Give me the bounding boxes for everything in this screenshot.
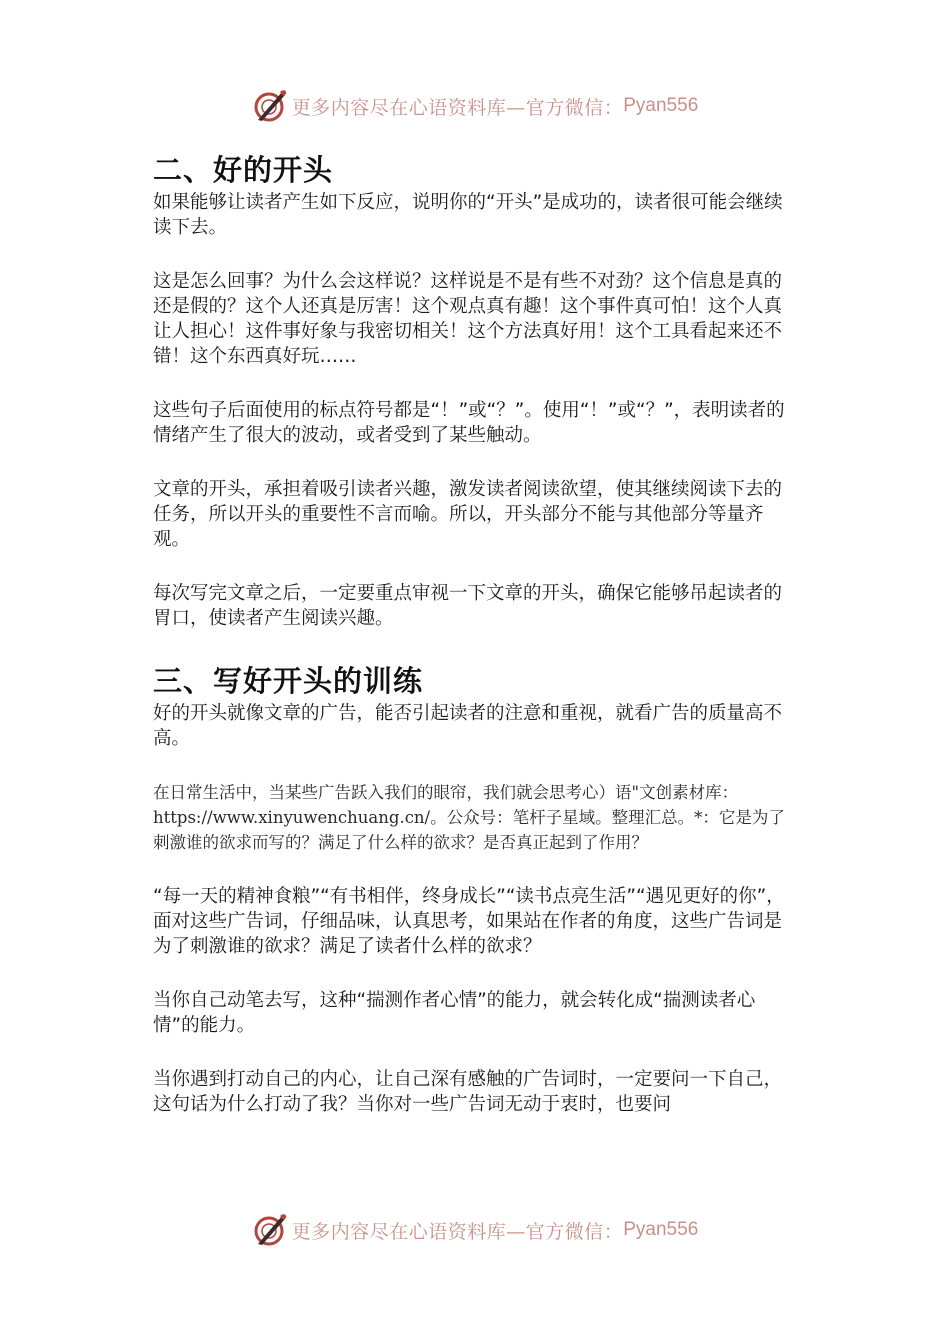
- paragraph: 文章的开头，承担着吸引读者兴趣，激发读者阅读欲望，使其继续阅读下去的任务，所以开头的重要性不言而喻。所以，开头部分不能与其他部分等量齐观。: [153, 479, 783, 550]
- paragraph: “每一天的精神食粮”“有书相伴，终身成长”“读书点亮生活”“遇见更好的你”，面对这些广告词，仔细品味，认真思考，如果站在作者的角度，这些广告词是为了刺激谁的欲求？满足了读者什么样的欲求？: [153, 886, 785, 957]
- watermark-handle: Pyan556: [623, 1219, 699, 1240]
- paragraph: 如果能够让读者产生如下反应，说明你的“开头”是成功的，读者很可能会继续读下去。: [153, 192, 783, 238]
- paragraph: 这是怎么回事？为什么会这样说？这样说是不是有些不对劲？这个信息是真的还是假的？这个人还真是厉害！这个观点真有趣！这个事件真可怕！这个人真让人担心！这件事好象与我密切相关！这个方法真好用！这个工具看起来还不错！这个东西真好玩……: [153, 271, 783, 367]
- quill-pen-logo-icon: [252, 1212, 288, 1248]
- paragraph: 好的开头就像文章的广告，能否引起读者的注意和重视，就看广告的质量高不高。: [153, 703, 783, 749]
- watermark-text: 更多内容尽在心语资料库—官方微信：: [291, 1220, 624, 1243]
- paragraph-inserted-note: 在日常生活中，当某些广告跃入我们的眼帘，我们就会思考心）语"文创素材库：https://www.xinyuwenchuang.cn/。公众号：笔杆子星域。整理汇总。*：它是为了刺激谁的欲求而写的？满足了什么样的欲求？是否真正起到了作用？: [153, 783, 785, 852]
- paragraph: 当你遇到打动自己的内心，让自己深有感触的广告词时，一定要问一下自己，这句话为什么打动了我？当你对一些广告词无动于衷时，也要问: [153, 1069, 783, 1115]
- paragraph: 当你自己动笔去写，这种“揣测作者心情”的能力，就会转化成“揣测读者心情”的能力。: [153, 990, 756, 1036]
- document-body: [153, 150, 798, 1146]
- watermark-text: 更多内容尽在心语资料库—官方微信：: [291, 96, 624, 119]
- paragraph: 每次写完文章之后，一定要重点审视一下文章的开头，确保它能够吊起读者的胃口，使读者产生阅读兴趣。: [153, 583, 783, 629]
- quill-pen-logo-icon: [252, 88, 288, 124]
- section-heading-three: 三、写好开头的训练: [153, 664, 424, 698]
- footer-watermark: [0, 1210, 950, 1250]
- header-watermark: [0, 86, 950, 126]
- watermark-handle: Pyan556: [623, 95, 699, 116]
- paragraph: 这些句子后面使用的标点符号都是“！”或“？”。使用“！”或“？”，表明读者的情绪产生了很大的波动，或者受到了某些触动。: [153, 400, 785, 446]
- section-heading-two: 二、好的开头: [153, 153, 334, 187]
